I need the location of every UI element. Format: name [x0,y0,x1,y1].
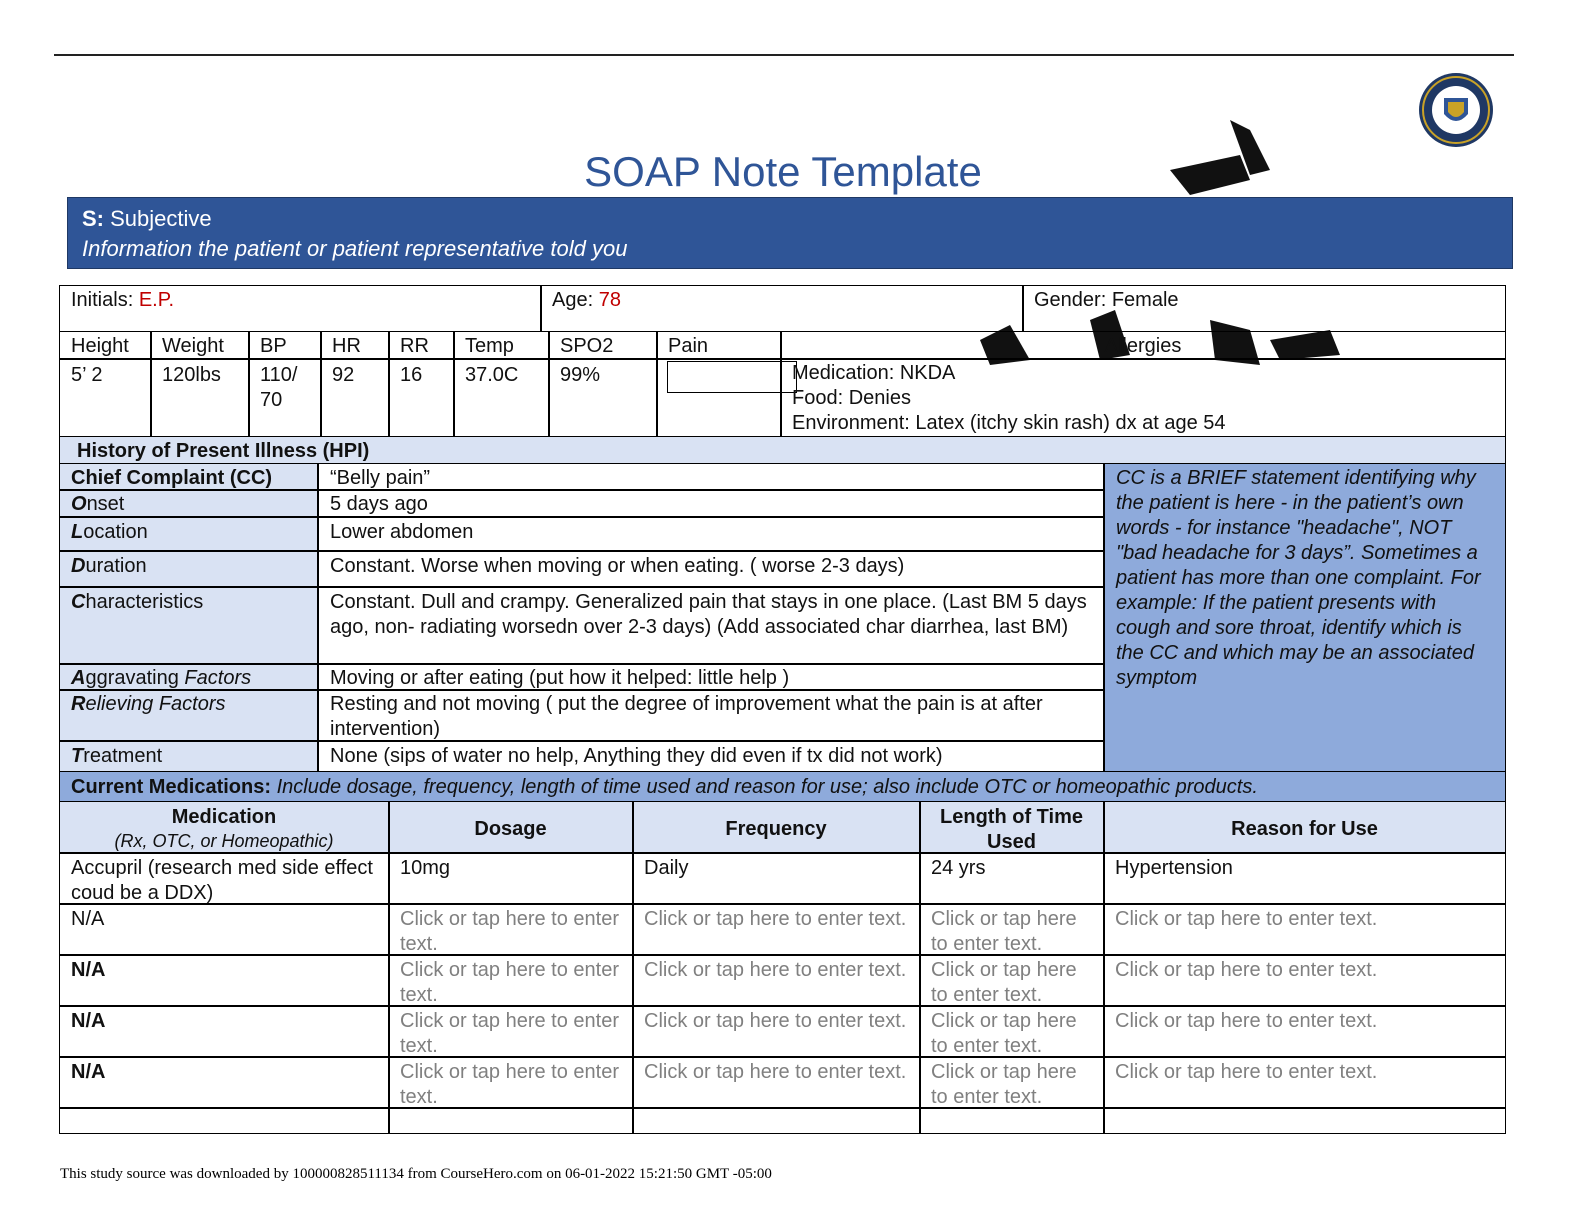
hr-value[interactable]: 92 [332,364,355,386]
hpi-value-relieving[interactable]: Resting and not moving ( put the degree of improvement what the pain is at after intervention) [330,693,1043,740]
hpi-label-location: Location [71,521,148,543]
medications-title: Current Medications: Include dosage, frequency, length of time used and reason for use; also include OTC or homeopathic products. [71,776,1258,798]
med-row-1-dosage[interactable]: 10mg [400,857,451,879]
download-footer: This study source was downloaded by 100000828511134 from CourseHero.com on 06-01-2022 15:21:50 GMT -05:00 [60,1166,772,1182]
hpi-label-duration: Duration [71,555,147,577]
med-row-4-length[interactable]: Click or tap here to enter text. [931,1010,1077,1057]
med-row-2-reason[interactable]: Click or tap here to enter text. [1115,908,1378,930]
vitals-header-weight: Weight [162,335,224,357]
hpi-value-treatment[interactable]: None (sips of water no help, Anything they did even if tx did not work) [330,745,943,767]
hpi-label-treatment: Treatment [71,745,163,767]
med-row-3-length[interactable]: Click or tap here to enter text. [931,959,1077,1006]
med-row-5-medication[interactable]: N/A [71,1061,106,1083]
med-row-3-medication[interactable]: N/A [71,959,106,981]
pain-input[interactable] [667,361,797,393]
med-row-5-reason[interactable]: Click or tap here to enter text. [1115,1061,1378,1083]
temp-value[interactable]: 37.0C [465,364,519,386]
vitals-header-bp: BP [260,335,287,357]
vitals-header-height: Height [71,335,129,357]
med-row-2-frequency[interactable]: Click or tap here to enter text. [644,908,907,930]
med-header-frequency: Frequency [725,818,827,840]
med-row-5-length[interactable]: Click or tap here to enter text. [931,1061,1077,1108]
med-row-1-reason[interactable]: Hypertension [1115,857,1233,879]
age-field[interactable]: Age: 78 [552,289,621,311]
med-row-4-dosage[interactable]: Click or tap here to enter text. [400,1010,619,1057]
med-row-2-medication[interactable]: N/A [71,908,105,930]
vitals-header-rr: RR [400,335,429,357]
subjective-banner [67,197,1513,269]
vitals-header-spo2: SPO2 [560,335,614,357]
gender-value: Female [1111,289,1179,311]
university-seal-icon [1418,72,1494,148]
spo2-value[interactable]: 99% [560,364,601,386]
gender-field[interactable]: Gender: Female [1034,289,1179,311]
vitals-header-temp: Temp [465,335,514,357]
med-header-dosage: Dosage [474,818,547,840]
med-header-reason: Reason for Use [1231,818,1378,840]
allergy-food: Food: Denies [792,387,911,409]
med-row-4-reason[interactable]: Click or tap here to enter text. [1115,1010,1378,1032]
med-row-5-frequency[interactable]: Click or tap here to enter text. [644,1061,907,1083]
med-row-4-medication[interactable]: N/A [71,1010,106,1032]
med-row-1-length[interactable]: 24 yrs [931,857,986,879]
hpi-label-relieving: Relieving Factors [71,693,226,715]
hpi-value-location[interactable]: Lower abdomen [330,521,474,543]
med-row-4-frequency[interactable]: Click or tap here to enter text. [644,1010,907,1032]
subjective-description: Information the patient or patient representative told you [82,236,628,261]
hpi-label-onset: Onset [71,493,125,515]
height-value[interactable]: 5’ 2 [71,364,103,386]
cc-note-text: CC is a BRIEF statement identifying why the patient is here - in the patient’s own words - for instance "headache", NOT "bad headache for 3 days”. Sometimes a patient has more than one complaint. For example: If the patient presents with cough and sore throat, identify which is the CC and which may be an associated symptom [1116,467,1481,689]
med-row-1-medication[interactable]: Accupril (research med side effect coud be a DDX) [71,857,373,904]
med-row-2-dosage[interactable]: Click or tap here to enter text. [400,908,619,955]
age-value: 78 [598,289,621,311]
hpi-label-cc: Chief Complaint (CC) [71,467,273,489]
allergies-value[interactable] [782,361,1504,438]
vitals-header-pain: Pain [668,335,709,357]
hpi-value-cc[interactable]: “Belly pain” [330,467,431,489]
med-row-2-length[interactable]: Click or tap here to enter text. [931,908,1077,955]
hpi-value-aggravating[interactable]: Moving or after eating (put how it helped: little help ) [330,667,790,689]
med-row-5-dosage[interactable]: Click or tap here to enter text. [400,1061,619,1108]
med-row-3-reason[interactable]: Click or tap here to enter text. [1115,959,1378,981]
hpi-title: History of Present Illness (HPI) [77,440,370,462]
med-header-medication: Medication (Rx, OTC, or Homeopathic) [114,806,334,851]
med-row-3-dosage[interactable]: Click or tap here to enter text. [400,959,619,1006]
vitals-header-allergies: Allergies [1104,335,1182,357]
allergy-environment: Environment: Latex (itchy skin rash) dx at age 54 [792,412,1226,434]
med-row-1-frequency[interactable]: Daily [644,857,689,879]
weight-value[interactable]: 120lbs [162,364,221,386]
hpi-value-onset[interactable]: 5 days ago [330,493,428,515]
hpi-label-characteristics: Characteristics [71,591,204,613]
hpi-value-duration[interactable]: Constant. Worse when moving or when eating. ( worse 2-3 days) [330,555,905,577]
vitals-header-hr: HR [332,335,361,357]
top-rule [54,54,1514,56]
initials-field[interactable]: Initials: E.P. [71,289,175,311]
hpi-label-aggravating: Aggravating Factors [71,667,252,689]
med-row-3-frequency[interactable]: Click or tap here to enter text. [644,959,907,981]
subjective-letter: S: [82,206,104,231]
allergy-medication: Medication: NKDA [792,362,956,384]
initials-value: E.P. [138,289,175,311]
page-title: SOAP Note Template [584,148,982,195]
bp-value[interactable]: 110/ 70 [260,364,298,411]
subjective-label: Subjective [110,206,212,231]
rr-value[interactable]: 16 [400,364,423,386]
hpi-value-characteristics[interactable]: Constant. Dull and crampy. Generalized pain that stays in one place. (Last BM 5 days ago, non- radiating worsedn over 2-3 days) (Add associated char diarrhea, last BM) [330,591,1087,638]
med-header-length: Length of Time Used [940,806,1083,853]
